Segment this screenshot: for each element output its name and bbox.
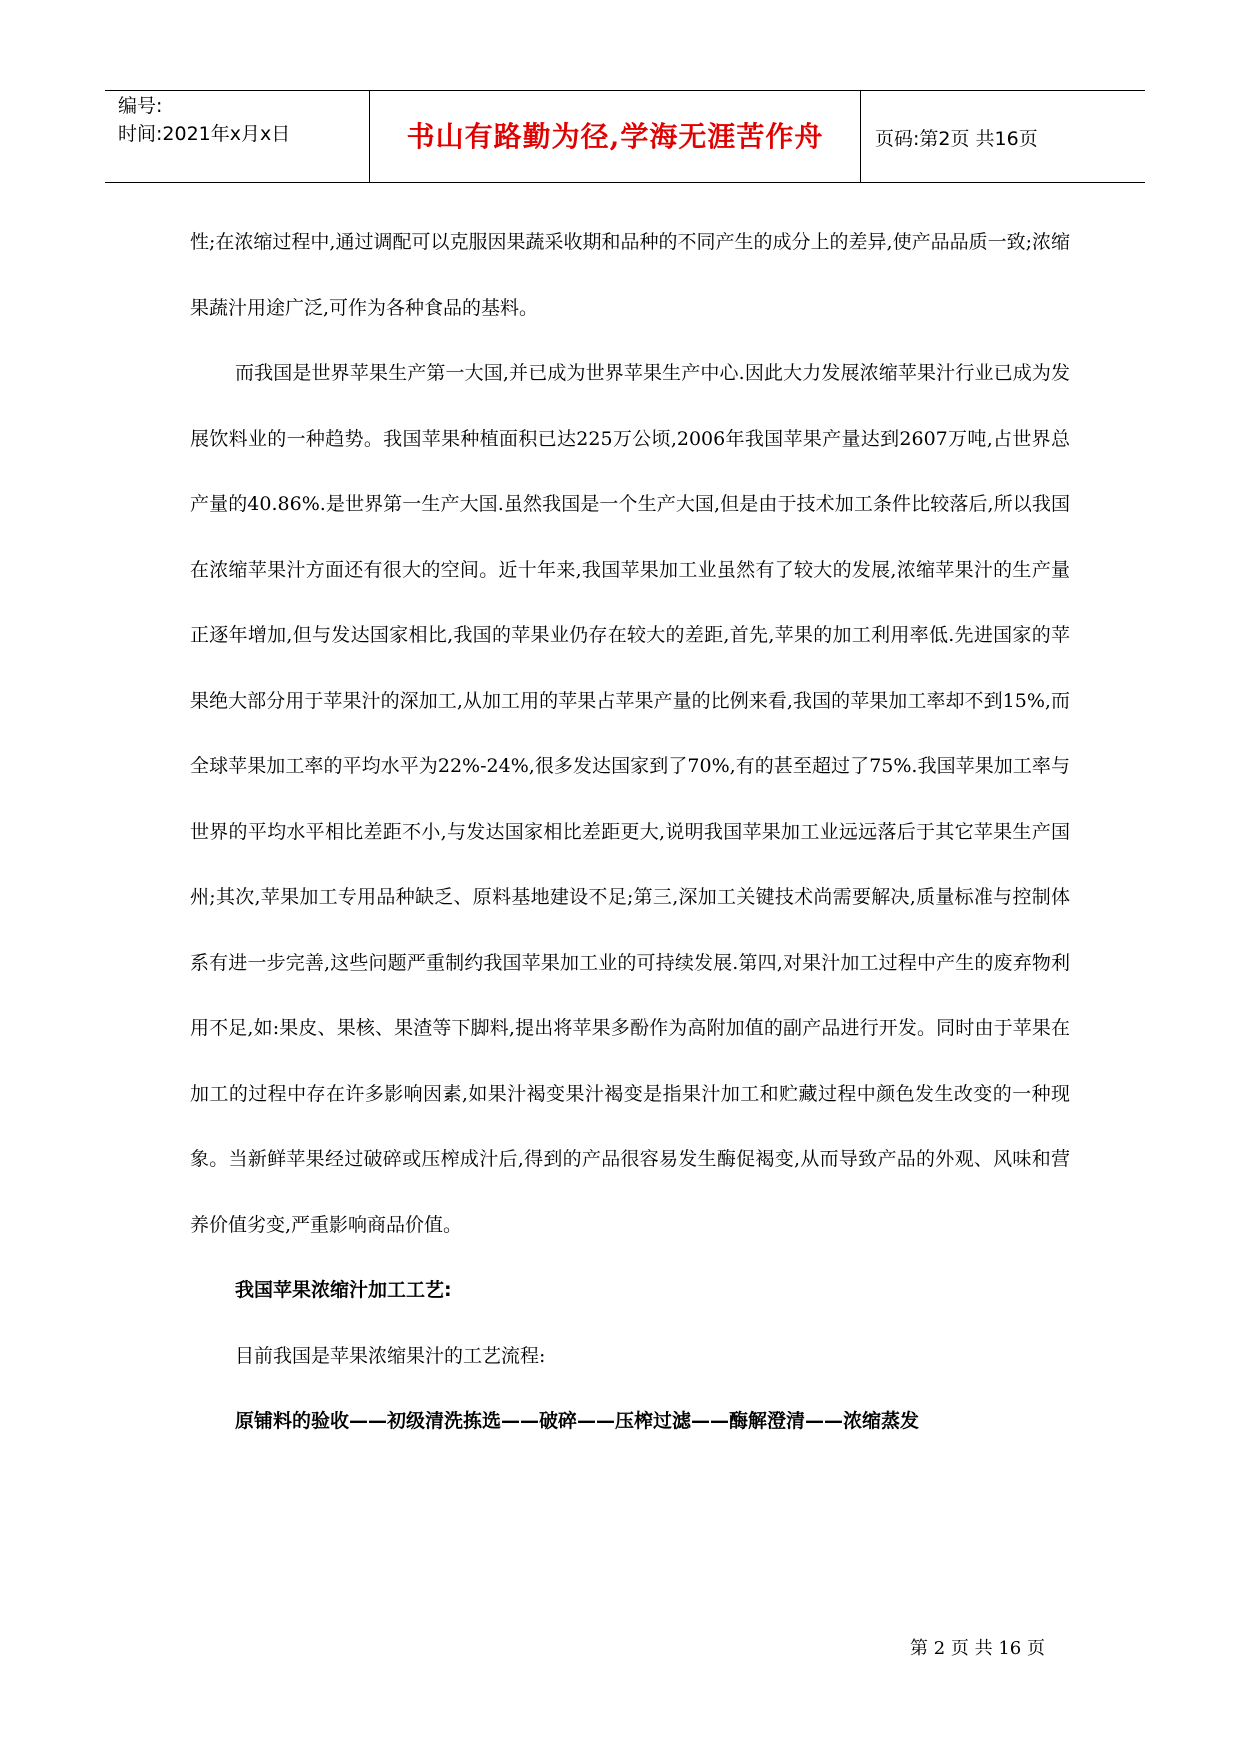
section-heading: 我国苹果浓缩汁加工工艺:: [235, 1279, 452, 1301]
paragraph-process-intro: 目前我国是苹果浓缩果汁的工艺流程:: [235, 1344, 546, 1367]
header-top-rule: [105, 90, 1145, 91]
header-motto: 书山有路勤为径,学海无涯苦作舟: [406, 120, 824, 153]
header-divider-right: [860, 90, 861, 182]
page-footer: 第 2 页 共 16 页: [910, 1638, 1045, 1659]
header-bottom-rule: [105, 182, 1145, 183]
document-body: [190, 210, 1070, 1455]
paragraph-continuation: 性;在浓缩过程中,通过调配可以克服因果蔬采收期和品种的不同产生的成分上的差异,使产品品质一致;浓缩果蔬汁用途广泛,可作为各种食品的基料。: [190, 231, 1070, 319]
header-page-label: 页码:第2页 共16页: [875, 128, 1038, 150]
document-number-label: 编号:: [118, 95, 163, 117]
header-left-cell: [118, 92, 290, 148]
process-flow-line: 原铺料的验收——初级清洗拣选——破碎——压榨过滤——酶解澄清——浓缩蒸发: [235, 1410, 920, 1432]
document-time-label: 时间:2021年x月x日: [118, 123, 291, 145]
paragraph-apple-industry: 而我国是世界苹果生产第一大国,并已成为世界苹果生产中心.因此大力发展浓缩苹果汁行业已成为发展饮料业的一种趋势。我国苹果种植面积已达225万公顷,2006年我国苹果产量达到2607万吨,占世界总产量的40.86%.是世界第一生产大国.虽然我国是一个生产大国,但是由于技术加工条件比较落后,所以我国在浓缩苹果汁方面还有很大的空间。近十年来,我国苹果加工业虽然有了较大的发展,浓缩苹果汁的生产量正逐年增加,但与发达国家相比,我国的苹果业仍存在较大的差距,首先,苹果的加工利用率低.先进国家的苹果绝大部分用于苹果汁的深加工,从加工用的苹果占苹果产量的比例来看,我国的苹果加工率却不到15%,而全球苹果加工率的平均水平为22%-24%,很多发达国家到了70%,有的甚至超过了75%.我国苹果加工率与世界的平均水平相比差距不小,与发达国家相比差距更大,说明我国苹果加工业远远落后于其它苹果生产国州;其次,苹果加工专用品种缺乏、原料基地建设不足;第三,深加工关键技术尚需要解决,质量标准与控制体系有进一步完善,这些问题严重制约我国苹果加工业的可持续发展.第四,对果汁加工过程中产生的废弃物利用不足,如:果皮、果核、果渣等下脚料,提出将苹果多酚作为高附加值的副产品进行开发。同时由于苹果在加工的过程中存在许多影响因素,如果汁褐变果汁褐变是指果汁加工和贮藏过程中颜色发生改变的一种现象。当新鲜苹果经过破碎或压榨成汁后,得到的产品很容易发生酶促褐变,从而导致产品的外观、风味和营养价值劣变,严重影响商品价值。: [190, 362, 1070, 1236]
